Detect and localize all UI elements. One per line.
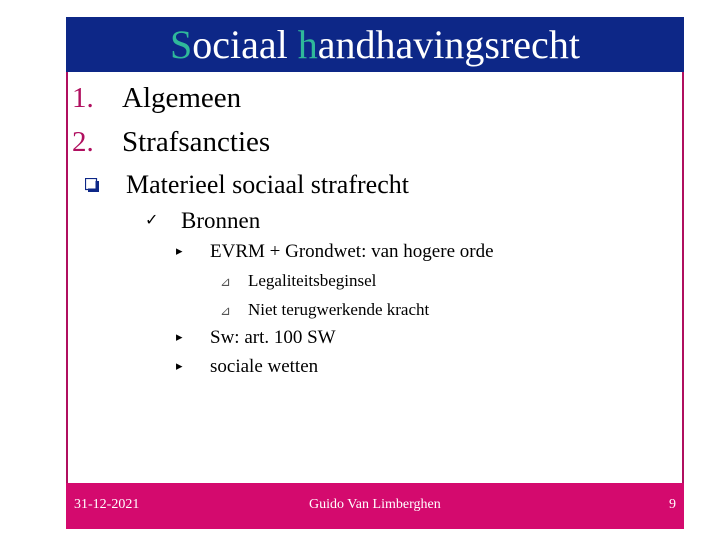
- subpoint-legaliteit: [220, 271, 376, 291]
- sub-item-text: Bronnen: [181, 208, 261, 233]
- point-sociale-wetten: [176, 356, 318, 378]
- outline-text: Algemeen: [122, 82, 242, 114]
- footer-bar: [66, 483, 684, 529]
- checkmark-icon: ✓: [145, 210, 159, 229]
- point-text: Sw: art. 100 SW: [210, 327, 336, 348]
- outline-item-2: [72, 126, 270, 159]
- title-initial: h: [297, 22, 318, 67]
- point-sw: [176, 327, 336, 349]
- title-bar: [66, 17, 684, 72]
- outline-text: Strafsancties: [122, 126, 271, 158]
- footer-author: Guido Van Limberghen: [309, 497, 441, 512]
- title-text: andhavingsrecht: [317, 22, 580, 67]
- checkbox-bullet-icon: [85, 178, 99, 192]
- angle-bullet-icon: ⊿: [220, 275, 231, 290]
- sub-item-bronnen: [145, 208, 260, 234]
- title-text: ociaal: [192, 22, 298, 67]
- footer-date: 31-12-2021: [74, 497, 140, 512]
- point-evrm: [176, 241, 494, 263]
- slide-title: [66, 17, 684, 73]
- title-initial: S: [170, 22, 193, 67]
- sub-item-materieel: [85, 170, 409, 200]
- subpoint-terugwerkende: [220, 300, 429, 320]
- triangle-bullet-icon: ▸: [176, 244, 183, 259]
- point-text: sociale wetten: [210, 356, 319, 377]
- sub-item-text: Materieel sociaal strafrecht: [126, 170, 409, 199]
- outline-item-1: [72, 82, 241, 115]
- page-number: 9: [669, 497, 676, 512]
- angle-bullet-icon: ⊿: [220, 304, 231, 319]
- subpoint-text: Legaliteitsbeginsel: [248, 271, 377, 290]
- outline-number: 2.: [72, 126, 94, 158]
- triangle-bullet-icon: ▸: [176, 330, 183, 345]
- triangle-bullet-icon: ▸: [176, 359, 183, 374]
- subpoint-text: Niet terugwerkende kracht: [248, 300, 430, 319]
- point-text: EVRM + Grondwet: van hogere orde: [210, 241, 494, 262]
- outline-number: 1.: [72, 82, 94, 114]
